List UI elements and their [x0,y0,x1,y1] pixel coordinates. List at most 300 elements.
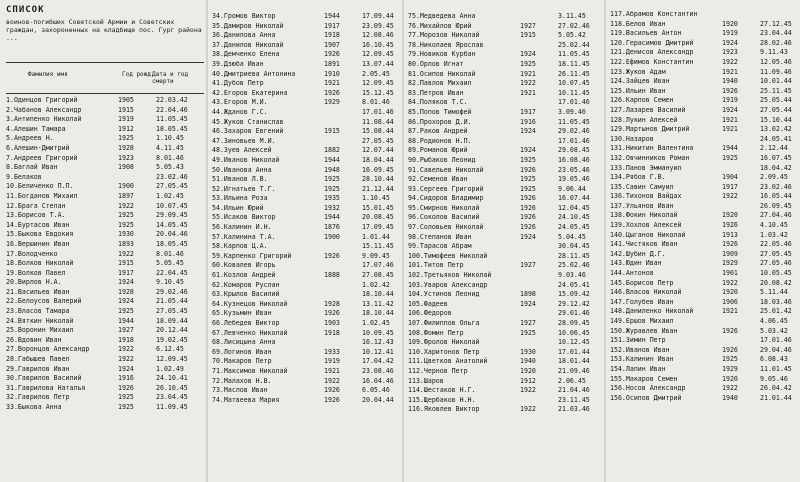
cell-death-date: 23.02.46 [760,182,792,191]
table-row [408,127,604,137]
cell-birth-year: 1922 [520,79,536,88]
table-row [212,89,402,99]
cell-death-date: 8.01.46 [362,98,390,107]
table-row [6,326,206,336]
cell-death-date: 26.11.45 [558,69,590,78]
cell-death-date: 21.09.46 [558,366,590,375]
cell-name: 21.Васильев Иван [6,287,70,296]
document-title: СПИСОК [6,5,45,15]
cell-birth-year: 1926 [722,345,738,354]
cell-name: 104.Устинов Леонид [408,290,480,299]
table-row [212,60,402,70]
cell-birth-year: 1935 [324,194,340,203]
cell-birth-year: 1944 [722,144,738,153]
table-row [212,98,402,108]
table-row [610,365,800,375]
table-row [212,261,402,271]
table-row [610,144,800,154]
table-row [610,375,800,385]
cell-death-date: 20.04.46 [156,230,188,239]
cell-name: 85.Попов Тимофей [408,107,472,116]
table-row [408,79,604,89]
cell-death-date: 27.05.45 [362,136,394,145]
table-row [408,204,604,214]
cell-birth-year: 1922 [722,384,738,393]
cell-death-date: 18.10.44 [362,290,394,299]
cell-name: 16.Вершинин Иван [6,239,70,248]
cell-death-date: 23.04.44 [760,29,792,38]
cell-death-date: 12.08.46 [362,31,394,40]
cell-death-date: 15.12.45 [362,88,394,97]
table-row [408,31,604,41]
table-row [6,134,206,144]
cell-name: 129.Мартынов Дмитрий [610,125,690,134]
cell-name: 90.Рыбаков Леонид [408,155,476,164]
cell-death-date: 12.09.45 [362,50,394,59]
cell-birth-year: 1922 [118,201,134,210]
cell-birth-year: 1944 [324,213,340,222]
cell-birth-year: 1922 [324,376,340,385]
table-row [6,307,206,317]
table-row [610,355,800,365]
cell-death-date: 8.01.46 [156,153,184,162]
cell-name: 9.Белаков [6,172,42,181]
cell-death-date: 25.05.44 [760,96,792,105]
cell-birth-year: 1921 [520,69,536,78]
document-header [6,6,206,42]
cell-birth-year: 1925 [324,184,340,193]
cell-name: 34.Громов Виктор [212,12,276,20]
cell-death-date: 16.04.46 [362,376,394,385]
cell-death-date: 9.09.45 [362,251,390,260]
cell-birth-year: 1921 [722,307,738,316]
cell-name: 115.Щербаков Н.Н. [408,395,476,404]
cell-birth-year: 1897 [118,191,134,200]
cell-birth-year: 1920 [520,366,536,375]
cell-death-date: 15.08.44 [362,127,394,136]
table-row [408,137,604,147]
table-row [6,182,206,192]
cell-death-date: 11.05.45 [156,115,188,124]
cell-death-date: 11.05.45 [558,50,590,59]
table-row [610,48,800,58]
cell-birth-year: 1925 [520,175,536,184]
cell-birth-year: 1928 [324,299,340,308]
cell-name: 14.Буртасов Иван [6,220,70,229]
cell-birth-year: 1948 [324,165,340,174]
table-row [610,39,800,49]
cell-name: 108.Фомин Петр [408,328,464,337]
cell-death-date: 16.12.43 [362,338,394,347]
cell-name: 84.Поляков Т.С. [408,98,468,107]
cell-death-date: 14.05.45 [156,220,188,229]
table-row [408,156,604,166]
cell-birth-year: 1916 [118,374,134,383]
cell-name: 81.Осипов Николай [408,69,476,78]
cell-name: 86.Прохоров Д.И. [408,117,472,126]
cell-death-date: 12.07.44 [362,146,394,155]
cell-death-date: 26.09.45 [760,201,792,210]
cell-name: 123.Жуков Адам [610,67,666,76]
cell-name: 99.Тарасов Абрам [408,242,472,251]
cell-name: 48.Зуев Алексей [212,146,272,155]
cell-name: 60.Ковалев Игорь [212,261,276,270]
table-row [408,319,604,329]
cell-birth-year: 1919 [722,29,738,38]
cell-birth-year: 1926 [722,86,738,95]
cell-birth-year: 1925 [118,393,134,402]
cell-name: 66.Лебедев Виктор [212,319,280,327]
table-row [212,12,402,22]
cell-death-date: 11.01.45 [760,364,792,373]
table-row [610,231,800,241]
cell-death-date: 17.01.46 [760,336,792,345]
table-row [408,146,604,156]
cell-name: 147.Голубев Иван [610,297,674,306]
cell-death-date: 10.07.45 [558,79,590,88]
cell-death-date: 9.10.45 [156,278,184,287]
table-row [212,319,402,329]
cell-death-date: 12.05.46 [760,57,792,66]
table-row [408,377,604,387]
table-row [408,185,604,195]
cell-birth-year: 1924 [118,297,134,306]
cell-birth-year: 1930 [118,230,134,239]
cell-name: 95.Смирнов Николай [408,203,480,212]
table-row [408,50,604,60]
cell-name: 71.Максимов Николай [212,366,288,375]
table-row [408,367,604,377]
cell-death-date: 23.09.45 [362,21,394,30]
cell-name: 56.Калинин И.Н. [212,223,272,232]
table-row [408,281,604,291]
cell-death-date: 8.01.46 [156,249,184,258]
table-row [610,307,800,317]
table-row [610,250,800,260]
cell-name: 109.Фролов Николай [408,338,480,347]
cell-name: 103.Уваров Александр [408,280,488,289]
cell-death-date: 6.08.43 [760,355,788,364]
cell-birth-year: 1926 [118,383,134,392]
table-row [6,288,206,298]
cell-name: 118.Белов Иван [610,19,666,28]
table-row [212,367,402,377]
table-row [6,115,206,125]
table-row [6,96,206,106]
cell-death-date: 22.03.42 [156,96,188,104]
cell-name: 24.Вяткин Николай [6,316,74,325]
cell-name: 23.Власов Тамара [6,307,70,316]
cell-name: 83.Петров Иван [408,88,464,97]
cell-birth-year: 1930 [520,347,536,356]
cell-name: 25.Воронин Михаил [6,326,74,335]
cell-death-date: 22.04.45 [156,268,188,277]
table-row [408,213,604,223]
cell-death-date: 11.09.46 [760,67,792,76]
cell-name: 4.Алешин Тамара [6,124,66,133]
table-row [6,173,206,183]
cell-name: 10.Беличенко П.П. [6,182,74,191]
table-row [212,166,402,176]
cell-death-date: 10.06.45 [558,328,590,337]
cell-name: 54.Ильин Юрий [212,203,264,212]
table-row [610,10,800,20]
table-row [408,271,604,281]
cell-name: 153.Калинин Иван [610,355,674,364]
cell-name: 106.Федоров [408,309,452,318]
table-row [212,386,402,396]
cell-birth-year: 1925 [520,59,536,68]
cell-name: 38.Демченко Елена [212,50,280,59]
cell-death-date: 21.05.44 [156,297,188,306]
cell-name: 77.Морозов Николай [408,31,480,40]
table-row [408,194,604,204]
cell-death-date: 25.01.42 [760,307,792,316]
table-row [408,309,604,319]
cell-birth-year: 1927 [520,21,536,30]
cell-name: 53.Ильина Роза [212,194,268,203]
cell-death-date: 16.05.44 [760,192,792,201]
cell-death-date: 21.04.46 [558,386,590,395]
cell-name: 100.Тимофеев Николай [408,251,488,260]
cell-death-date: 17.01.46 [558,98,590,107]
cell-death-date: 28.09.45 [558,319,590,327]
table-row [6,192,206,202]
cell-name: 44.Жданов Г.С. [212,107,268,116]
table-row [212,204,402,214]
cell-death-date: 18.04.44 [362,155,394,164]
cell-death-date: 28.10.44 [362,175,394,184]
cell-birth-year: 1901 [722,269,738,278]
cell-birth-year: 1918 [118,335,134,344]
cell-death-date: 27.02.46 [558,21,590,30]
table-row [408,290,604,300]
cell-birth-year: 1919 [324,357,340,366]
table-row [212,213,402,223]
cell-birth-year: 1925 [118,403,134,411]
cell-birth-year: 1918 [324,328,340,337]
cell-birth-year: 1920 [722,374,738,383]
cell-birth-year: 1926 [520,213,536,222]
cell-name: 36.Данилова Анна [212,31,276,40]
cell-birth-year: 1927 [118,326,134,335]
cell-death-date: 23.05.46 [558,165,590,174]
cell-name: 124.Зайцев Иван [610,77,670,86]
cell-birth-year: 1922 [118,345,134,354]
cell-death-date: 10.09.45 [362,328,394,337]
table-row [610,240,800,250]
table-row [212,300,402,310]
cell-birth-year: 1919 [118,115,134,124]
table-row [6,374,206,384]
cell-birth-year: 1924 [520,127,536,136]
cell-name: 72.Малахов Н.В. [212,376,272,385]
cell-birth-year: 1900 [324,232,340,241]
table-row [408,348,604,358]
table-row [610,173,800,183]
cell-death-date: 20.08.45 [362,213,394,222]
cell-death-date: 11.09.45 [156,403,188,411]
cell-name: 35.Дамиров Николай [212,21,284,30]
cell-name: 37.Данилов Николай [212,40,284,49]
cell-death-date: 2.06.45 [558,376,586,385]
cell-name: 52.Игнатьев Т.Г. [212,184,276,193]
cell-name: 46.Захаров Евгений [212,127,284,136]
cell-death-date: 21.01.44 [760,393,792,402]
cell-birth-year: 1904 [722,173,738,182]
cell-birth-year: 1924 [520,146,536,155]
cell-birth-year: 1909 [722,249,738,258]
cell-death-date: 21.03.46 [558,405,590,414]
cell-name: 30.Гаврилов Василий [6,374,82,383]
table-row [610,288,800,298]
cell-name: 22.Белоусов Валерий [6,297,82,306]
cell-name: 58.Карпов Ц.А. [212,242,268,251]
cell-name: 67.Левченко Николай [212,328,288,337]
col-header-name: Фамилия имя [28,71,68,78]
cell-birth-year: 1907 [324,40,340,49]
table-row [212,137,402,147]
cell-death-date: 6.12.45 [156,345,184,354]
table-row [610,317,800,327]
list-column-2 [212,12,402,405]
cell-death-date: 27.05.44 [760,105,792,114]
cell-name: 41.Дубов Петр [212,79,264,88]
table-row [212,309,402,319]
cell-name: 141.Чистяков Иван [610,240,678,249]
cell-death-date: 1.02.49 [156,364,184,373]
cell-birth-year: 1917 [722,182,738,191]
cell-name: 97.Соловьев Николай [408,223,484,232]
cell-name: 45.Жуков Станислав [212,117,284,126]
table-row [212,281,402,291]
cell-birth-year: 1922 [118,355,134,364]
cell-birth-year: 1926 [324,395,340,404]
table-row [6,240,206,250]
table-row [212,194,402,204]
cell-birth-year: 1921 [324,79,340,88]
cell-birth-year: 1923 [722,48,738,57]
table-row [408,396,604,406]
cell-birth-year: 1925 [118,134,134,143]
table-row [610,384,800,394]
table-row [6,297,206,307]
cell-death-date: 29.01.46 [558,309,590,318]
cell-death-date: 29.09.45 [156,211,188,220]
table-row [6,230,206,240]
cell-death-date: 29.08.45 [558,146,590,155]
table-row [6,221,206,231]
table-row [610,77,800,87]
cell-name: 130.Назаров [610,134,654,143]
table-row [212,290,402,300]
cell-name: 127.Лазарев Василий [610,105,686,114]
cell-birth-year: 1918 [324,31,340,40]
cell-birth-year: 1926 [520,223,536,232]
cell-death-date: 16.07.44 [558,194,590,203]
table-row [408,338,604,348]
cell-death-date: 17.01.44 [558,347,590,356]
cell-name: 111.Цветков Анатолий [408,357,488,366]
cell-death-date: 18.10.44 [362,309,394,318]
table-row [610,279,800,289]
table-row [6,384,206,394]
cell-name: 138.Фокин Николай [610,211,678,220]
cell-death-date: 23.11.45 [558,395,590,404]
cell-name: 50.Иванова Анна [212,165,272,174]
table-row [610,346,800,356]
cell-death-date: 25.02.46 [558,261,590,270]
cell-name: 5.Андреев Н. [6,134,54,143]
cell-birth-year: 1922 [722,57,738,66]
table-row [6,259,206,269]
cell-birth-year: 1929 [324,98,340,107]
cell-name: 3.Антипенко Николай [6,115,82,124]
cell-name: 31.Гаврилова Наталья [6,383,86,392]
cell-death-date: 3.11.45 [558,12,586,20]
table-row [212,70,402,80]
table-row [212,329,402,339]
cell-birth-year: 1926 [324,386,340,395]
table-row [6,250,206,260]
table-row [212,31,402,41]
cell-death-date: 12.09.45 [156,355,188,364]
cell-name: 126.Карпов Семен [610,96,674,105]
cell-name: 148.Даниленко Николай [610,307,694,316]
table-row [408,329,604,339]
cell-name: 150.Журавлев Иван [610,326,678,335]
table-row [610,327,800,337]
table-row [610,29,800,39]
cell-death-date: 24.10.41 [156,374,188,383]
cell-name: 64.Кузнецов Николай [212,299,288,308]
cell-name: 96.Соколов Василий [408,213,480,222]
cell-birth-year: 1919 [722,96,738,105]
cell-name: 133.Панов Эммануил [610,163,682,172]
cell-death-date: 23.04.45 [156,393,188,402]
cell-birth-year: 1922 [722,192,738,201]
table-row [408,60,604,70]
cell-name: 40.Дмитриева Антонина [212,69,296,78]
cell-birth-year: 1927 [520,319,536,327]
cell-birth-year: 1944 [324,12,340,20]
cell-death-date: 21.12.44 [362,184,394,193]
cell-name: 92.Семенов Иван [408,175,468,184]
table-row [408,175,604,185]
cell-birth-year: 1925 [118,220,134,229]
cell-name: 132.Овчинников Роман [610,153,690,162]
cell-birth-year: 1922 [520,405,536,414]
cell-death-date: 18.01.44 [558,357,590,366]
cell-death-date: 16.08.46 [558,155,590,164]
table-row [408,22,604,32]
cell-death-date: 4.11.45 [156,143,184,152]
cell-name: 89.Романов Юрий [408,146,468,155]
cell-name: 57.Калинина Т.А. [212,232,276,241]
page-fold [604,0,606,482]
cell-birth-year: 1922 [520,386,536,395]
cell-death-date: 18.09.44 [156,316,188,325]
cell-death-date: 22.04.46 [156,105,188,114]
cell-name: 110.Харитонов Петр [408,347,480,356]
cell-death-date: 16.10.45 [362,40,394,49]
cell-death-date: 29.02.46 [558,127,590,136]
cell-death-date: 17.04.42 [362,357,394,366]
cell-birth-year: 1921 [520,88,536,97]
cell-name: 140.Цыганов Николай [610,230,686,239]
cell-name: 61.Козлов Андрей [212,271,276,280]
cell-name: 135.Савин Самуил [610,182,674,191]
